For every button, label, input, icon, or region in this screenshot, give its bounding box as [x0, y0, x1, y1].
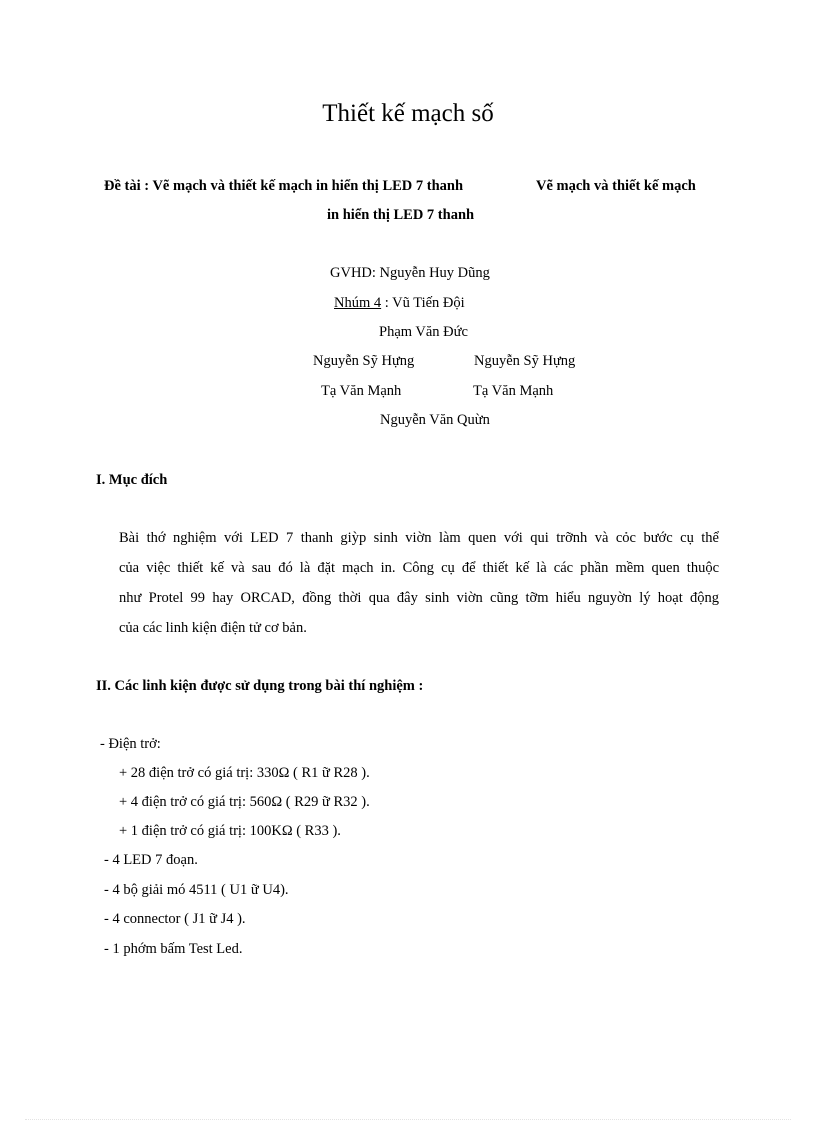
section-1-line: Bài thớ nghiệm với LED 7 thanh giỳp sinh viờn làm quen với qui trỡnh và cỏc bước cụ thể — [119, 530, 719, 546]
list-item: - 4 bộ giải mó 4511 ( U1 ữ U4). — [104, 882, 289, 898]
group-label: Nhúm 4 — [334, 295, 382, 311]
list-item: - Điện trở: — [100, 736, 161, 752]
supervisor: GVHD: Nguyễn Huy Dũng — [330, 265, 490, 281]
member-4: Nguyễn Văn Quừn — [380, 412, 490, 428]
section-1-heading: I. Mục đích — [96, 472, 168, 488]
section-1-line: như Protel 99 hay ORCAD, đồng thời qua đây sinh viờn cũng tỡm hiểu nguyờn lý hoạt động — [119, 590, 719, 606]
section-1-line: của việc thiết kế và sau đó là đặt mạch in. Công cụ để thiết kế là các phần mềm quen thuộc — [119, 560, 719, 576]
section-2-heading: II. Các linh kiện được sử dụng trong bài thí nghiệm : — [96, 678, 424, 694]
list-item: + 28 điện trở có giá trị: 330Ω ( R1 ữ R28 ). — [119, 765, 370, 781]
group-first-member: : Vũ Tiến Đội — [381, 295, 465, 311]
list-item: - 4 connector ( J1 ữ J4 ). — [104, 911, 246, 927]
document-title: Thiết kế mạch số — [322, 100, 494, 127]
topic-line-2: in hiển thị LED 7 thanh — [327, 207, 475, 223]
member-3a: Tạ Văn Mạnh — [321, 383, 402, 399]
list-item: + 1 điện trở có giá trị: 100KΩ ( R33 ). — [119, 823, 341, 839]
member-3b: Tạ Văn Mạnh — [473, 383, 554, 399]
member-2b: Nguyễn Sỹ Hựng — [474, 353, 576, 369]
member-2a: Nguyễn Sỹ Hựng — [313, 353, 415, 369]
list-item: - 1 phớm bấm Test Led. — [104, 941, 243, 957]
list-item: - 4 LED 7 đoạn. — [104, 852, 198, 868]
member-1: Phạm Văn Đức — [379, 324, 468, 340]
page-bottom-divider — [25, 1119, 791, 1120]
section-1-line: của các linh kiện điện tử cơ bản. — [119, 620, 307, 636]
list-item: + 4 điện trở có giá trị: 560Ω ( R29 ữ R32 ). — [119, 794, 370, 810]
topic-line-1a: Đề tài : Vẽ mạch và thiết kế mạch in hiển thị LED 7 thanh — [104, 178, 464, 194]
topic-line-1b: Vẽ mạch và thiết kế mạch — [536, 178, 696, 194]
group-line — [334, 295, 465, 312]
